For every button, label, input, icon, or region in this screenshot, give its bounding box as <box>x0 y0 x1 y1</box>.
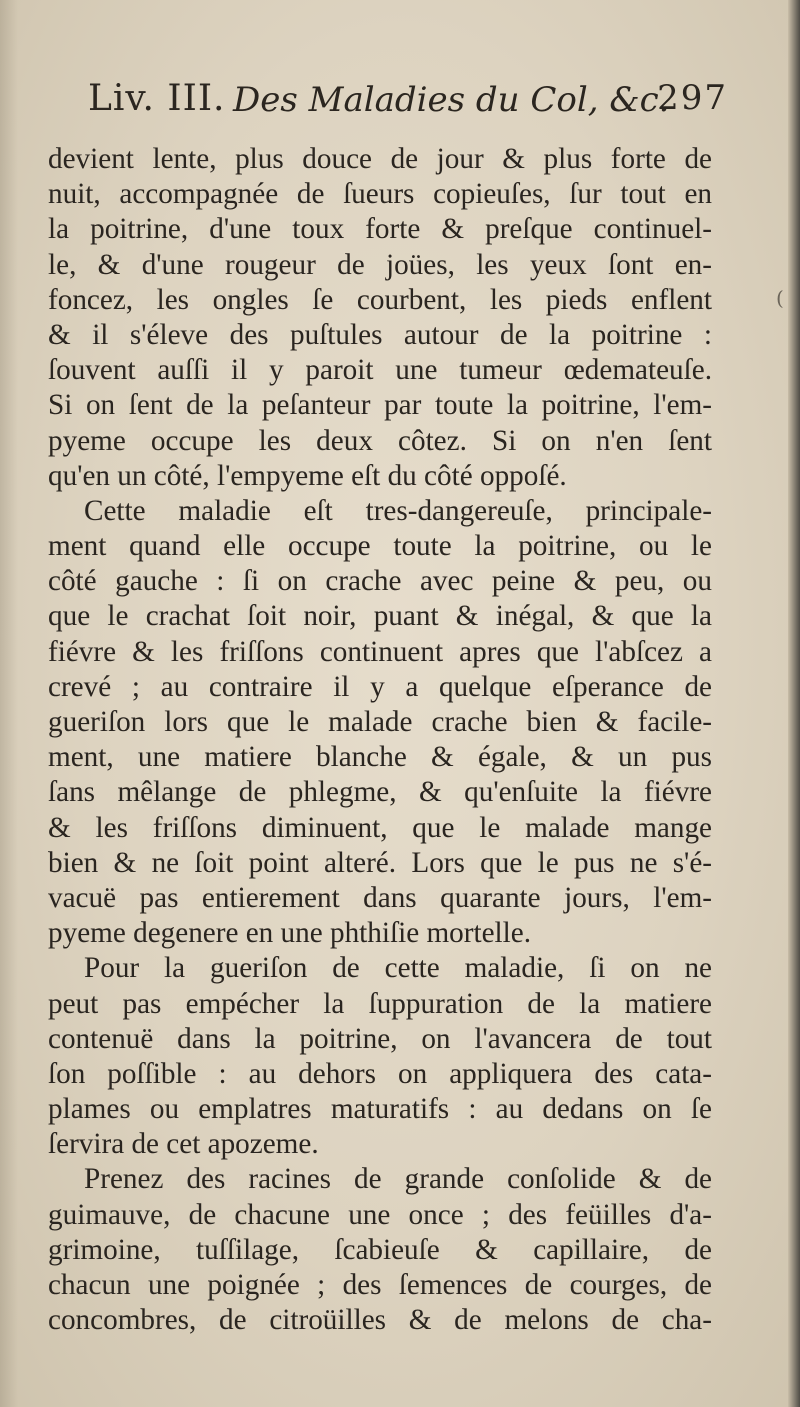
text-line: & les friſſons diminuent, que le malade mange <box>48 811 712 844</box>
chapter-title: Des Maladies du Col, &c. <box>233 80 670 120</box>
text-line: gueriſon lors que le malade crache bien & facile- <box>48 706 712 738</box>
margin-mark: ( <box>776 286 784 310</box>
text-line: grimoine, tuſſilage, ſcabieuſe & capillaire, de <box>48 1233 712 1266</box>
text-line: qu'en un côté, l'empyeme eſt du côté oppoſé. <box>48 459 567 492</box>
gutter-shadow <box>0 0 18 1407</box>
text-line: pyeme degenere en une phthiſie mortelle. <box>48 917 532 950</box>
text-line: ment quand elle occupe toute la poitrine, ou le <box>48 530 712 563</box>
text-line: Pour la gueriſon de cette maladie, ſi on ne <box>84 952 712 985</box>
text-line: pyeme occupe les deux côtez. Si on n'en ſent <box>48 424 712 457</box>
text-line: contenuë dans la poitrine, on l'avancera de tout <box>48 1022 712 1055</box>
body-text <box>48 142 712 1338</box>
text-line: nuit, accompagnée de ſueurs copieuſes, ſur tout en <box>48 178 712 211</box>
text-line: ment, une matiere blanche & égale, & un pus <box>48 741 712 774</box>
text-line: Prenez des racines de grande conſolide & de <box>84 1163 712 1196</box>
text-line: ſon poſſible : au dehors on appliquera des cata- <box>48 1057 712 1090</box>
text-line: la poitrine, d'une toux forte & preſque continuel- <box>48 213 712 246</box>
book-section: Liv. III. <box>88 78 226 119</box>
text-line: fiévre & les friſſons continuent apres que l'abſcez a <box>48 635 712 668</box>
text-line: peut pas empécher la ſuppuration de la matiere <box>48 987 712 1020</box>
text-line: vacuë pas entierement dans quarante jours, l'em- <box>48 881 712 914</box>
text-line: Si on ſent de la peſanteur par toute la poitrine, l'em- <box>48 389 712 422</box>
text-line: foncez, les ongles ſe courbent, les pieds enflent <box>48 283 712 316</box>
text-line: plames ou emplatres maturatifs : au dedans on ſe <box>48 1093 712 1126</box>
running-header <box>88 78 728 128</box>
text-line: devient lente, plus douce de jour & plus forte de <box>48 143 712 175</box>
page-number: 297 <box>657 78 728 118</box>
text-line: ſouvent auſſi il y paroit une tumeur œdemateuſe. <box>48 354 712 387</box>
text-line: crevé ; au contraire il y a quelque eſperance de <box>48 670 712 703</box>
text-line: côté gauche : ſi on crache avec peine & peu, ou <box>48 565 712 598</box>
text-line: concombres, de citroüilles & de melons de cha- <box>48 1304 712 1337</box>
text-line: le, & d'une rougeur de joües, les yeux ſont en- <box>48 248 712 281</box>
text-line: bien & ne ſoit point alteré. Lors que le pus ne s'é- <box>48 846 712 879</box>
text-line: que le crachat ſoit noir, puant & inégal, & que la <box>48 600 712 633</box>
text-line: & il s'éleve des puſtules autour de la poitrine : <box>48 318 712 351</box>
text-line: ſans mêlange de phlegme, & qu'enſuite la fiévre <box>48 776 712 809</box>
text-line: chacun une poignée ; des ſemences de courges, de <box>48 1269 712 1301</box>
page-edge <box>788 0 800 1407</box>
text-line: guimauve, de chacune une once ; des feüilles d'a- <box>48 1198 712 1231</box>
text-line: ſervira de cet apozeme. <box>48 1128 319 1161</box>
text-line: Cette maladie eſt tres-dangereuſe, principale- <box>84 494 712 527</box>
